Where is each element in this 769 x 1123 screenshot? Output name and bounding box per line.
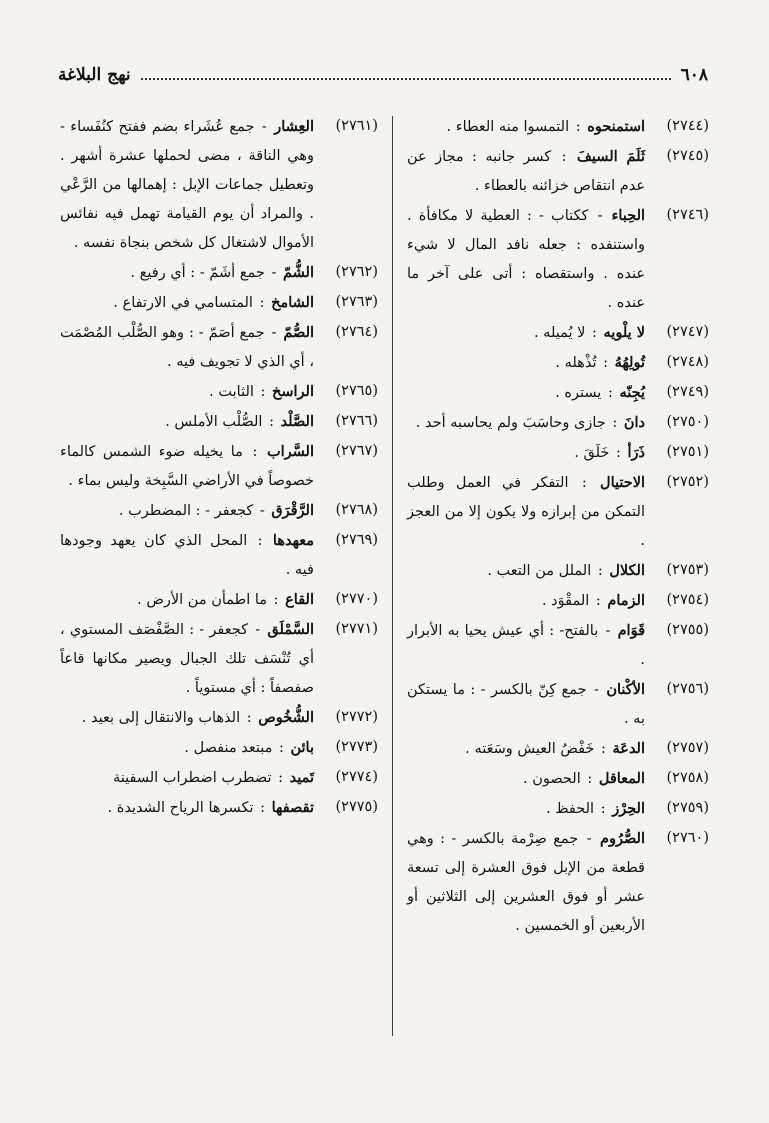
entry-term: الصُّمّ bbox=[283, 324, 315, 341]
entry-term: تُولِهُهُ bbox=[614, 354, 645, 371]
glossary-entry bbox=[60, 585, 378, 615]
entry-separator: - bbox=[259, 503, 265, 519]
glossary-entry bbox=[407, 586, 709, 616]
entry-term: معهدها bbox=[272, 532, 315, 549]
entry-separator: - bbox=[261, 119, 267, 135]
entry-separator: : bbox=[612, 415, 618, 431]
page-header bbox=[58, 60, 708, 90]
entry-term: الكلال bbox=[609, 562, 645, 579]
glossary-entry bbox=[60, 318, 378, 377]
entry-definition: التمسوا منه العطاء . bbox=[446, 119, 570, 135]
glossary-entry bbox=[407, 734, 709, 764]
glossary-entry bbox=[60, 703, 378, 733]
header-dotted-rule bbox=[141, 78, 671, 80]
entry-number: (٢٧٥٣) bbox=[666, 562, 709, 578]
entry-definition: المتسامي في الارتفاع . bbox=[113, 295, 253, 311]
entry-term: القاع bbox=[285, 591, 314, 608]
entry-term: بائن bbox=[290, 739, 314, 756]
entry-term: السَّراب bbox=[266, 443, 314, 460]
entry-definition: لا يُميله . bbox=[533, 325, 586, 341]
entry-separator: : bbox=[269, 414, 274, 430]
entry-term: تقصفها bbox=[271, 799, 314, 816]
entry-number: (٢٧٦٠) bbox=[666, 830, 709, 846]
entry-definition: بالفتح- : أي عيش يحيا به الأبرار . bbox=[407, 623, 645, 668]
entry-number: (٢٧٤٨) bbox=[666, 354, 709, 370]
page-number: ٦٠٨ bbox=[680, 65, 708, 85]
entry-number: (٢٧٤٧) bbox=[666, 324, 709, 340]
entry-definition: ما اطمأن من الأرض . bbox=[137, 592, 268, 608]
entry-term: السَّمْلَق bbox=[267, 621, 315, 638]
entry-separator: - bbox=[597, 208, 603, 224]
entry-term: الصَّلْد bbox=[280, 413, 314, 430]
entry-number: (٢٧٤٦) bbox=[666, 207, 709, 223]
glossary-entry bbox=[407, 824, 709, 941]
entry-number: (٢٧٥٨) bbox=[666, 770, 709, 786]
entry-term: يُجِنّه bbox=[619, 384, 645, 401]
entry-number: (٢٧٥٥) bbox=[666, 622, 709, 638]
entry-number: (٢٧٧٠) bbox=[335, 591, 378, 607]
glossary-entry bbox=[60, 377, 378, 407]
glossary-entry bbox=[60, 615, 378, 703]
entry-number: (٢٧٦٢) bbox=[335, 264, 378, 280]
entry-separator: : bbox=[278, 770, 283, 786]
entry-definition: الصُّلْب الأملس . bbox=[165, 414, 263, 430]
entry-number: (٢٧٥٩) bbox=[666, 800, 709, 816]
entry-definition: المحل الذي كان يعهد وجودها فيه . bbox=[60, 533, 314, 578]
glossary-entry bbox=[60, 496, 378, 526]
right-column bbox=[407, 112, 709, 941]
entry-term: ثَلَمَ السيفَ bbox=[576, 148, 646, 165]
glossary-entry bbox=[407, 556, 709, 586]
glossary-entry bbox=[407, 794, 709, 824]
glossary-entry bbox=[407, 112, 709, 142]
entry-term: الراسخ bbox=[272, 383, 314, 400]
entry-definition: جمع أشَمّ - : أي رفيع . bbox=[130, 265, 265, 281]
entry-number: (٢٧٤٩) bbox=[666, 384, 709, 400]
entry-separator: - bbox=[586, 831, 592, 847]
entry-number: (٢٧٥٦) bbox=[666, 681, 709, 697]
entry-definition: الذهاب والانتقال إلى بعيد . bbox=[81, 710, 241, 726]
entry-number: (٢٧٦٧) bbox=[335, 443, 378, 459]
glossary-entry bbox=[407, 764, 709, 794]
entry-separator: : bbox=[246, 710, 252, 726]
entry-separator: : bbox=[575, 119, 581, 135]
entry-number: (٢٧٧٣) bbox=[335, 739, 378, 755]
entry-number: (٢٧٥٧) bbox=[666, 740, 709, 756]
entry-separator: - bbox=[271, 265, 277, 281]
glossary-entry bbox=[407, 142, 709, 201]
entry-definition: المقْوَد . bbox=[541, 593, 590, 609]
entry-definition: التفكر في العمل وطلب التمكن من إبرازه ولا يكون إلا من العجز . bbox=[407, 475, 645, 549]
entry-definition: جمع عُشَراء بضم ففتح كنُفَساء - وهي الناقة ، مضى لحملها عشرة أشهر . وتعطيل جماعات الإبل : إهمالها من الرَّعْي . والمراد أن يوم القيامة تهمل فيه نفائس الأموال لاشتغال كل شخص بنجاة نفسه . bbox=[60, 119, 314, 251]
entry-definition: كسر جانبه : مجاز عن عدم انتقاص خزائنه بالعطاء . bbox=[407, 149, 645, 194]
entry-number: (٢٧٧١) bbox=[335, 621, 378, 637]
glossary-entry bbox=[407, 408, 709, 438]
entry-definition: كجعفر - : المضطرب . bbox=[118, 503, 254, 519]
glossary-entry bbox=[407, 348, 709, 378]
entry-definition: جمع صِرْمة بالكسر - : وهي قطعة من الإبل فوق العشرة إلى تسعة عشر أو فوق العشرين إلى الثلاثين أو الأربعين أو الخمسين . bbox=[407, 831, 645, 934]
left-column bbox=[60, 112, 378, 823]
glossary-entry bbox=[407, 201, 709, 318]
entry-term: الاحتيال bbox=[600, 474, 645, 491]
entry-definition: ككتاب - : العطية لا مكافأة . واستنفده : جعله نافد المال لا شيء عنده . واستقصاه : أتى على آخر ما عنده . bbox=[407, 208, 645, 311]
glossary-entry bbox=[60, 437, 378, 496]
entry-definition: مبتعد منفصل . bbox=[184, 740, 273, 756]
entry-term: العِشار bbox=[274, 118, 314, 135]
entry-number: (٢٧٦١) bbox=[335, 118, 378, 134]
entry-number: (٢٧٧٢) bbox=[335, 709, 378, 725]
entry-term: الدعَة bbox=[612, 740, 645, 757]
glossary-entry bbox=[60, 526, 378, 585]
entry-separator: : bbox=[597, 563, 603, 579]
entry-separator: : bbox=[616, 445, 621, 461]
entry-separator: : bbox=[603, 355, 608, 371]
entry-separator: : bbox=[257, 533, 263, 549]
entry-separator: : bbox=[592, 325, 597, 341]
entry-number: (٢٧٤٤) bbox=[666, 118, 709, 134]
entry-separator: - bbox=[255, 622, 261, 638]
entry-number: (٢٧٥١) bbox=[666, 444, 709, 460]
entry-separator: : bbox=[259, 295, 265, 311]
entry-definition: ما يخيله ضوء الشمس كالماء خصوصاً في الأراضي السَّبِخة وليس بماء . bbox=[60, 444, 314, 489]
entry-definition: تضطرب اضطراب السفينة bbox=[112, 770, 272, 786]
entry-definition: تُذْهله . bbox=[555, 355, 597, 371]
glossary-entry bbox=[407, 468, 709, 556]
entry-term: الشُّخُوص bbox=[258, 709, 314, 726]
entry-separator: : bbox=[252, 444, 258, 460]
glossary-entry bbox=[60, 112, 378, 258]
entry-separator: : bbox=[278, 740, 284, 756]
entry-number: (٢٧٧٥) bbox=[335, 799, 378, 815]
entry-term: قَوَام bbox=[617, 622, 646, 639]
entry-number: (٢٧٦٥) bbox=[335, 383, 378, 399]
entry-definition: جازى وحاسَبَ ولم يحاسبه أحد . bbox=[415, 415, 606, 431]
entry-number: (٢٧٧٤) bbox=[335, 769, 378, 785]
entry-number: (٢٧٦٩) bbox=[335, 532, 378, 548]
glossary-entry bbox=[60, 288, 378, 318]
entry-separator: : bbox=[581, 475, 587, 491]
glossary-entry bbox=[407, 378, 709, 408]
entry-separator: : bbox=[595, 593, 601, 609]
entry-term: الشامخ bbox=[271, 294, 314, 311]
entry-definition: كجعفر - : الصَّفْصَف المستوي ، أي تُنْسَف تلك الجبال ويصير مكانها قاعاً صفصفاً : أي مستوياً . bbox=[60, 622, 314, 696]
entry-term: الصُّرُوم bbox=[600, 830, 646, 847]
entry-number: (٢٧٥٠) bbox=[666, 414, 709, 430]
entry-separator: : bbox=[607, 385, 613, 401]
entry-term: دانَ bbox=[623, 414, 645, 431]
entry-definition: خَفْضُ العيش وسَعَته . bbox=[465, 741, 595, 757]
entry-term: لا يلْويه bbox=[603, 324, 645, 341]
entry-separator: - bbox=[605, 623, 611, 639]
entry-definition: الملل من التعب . bbox=[487, 563, 592, 579]
entry-separator: : bbox=[260, 384, 266, 400]
entry-term: الزمام bbox=[607, 592, 645, 609]
glossary-entry bbox=[60, 763, 378, 793]
entry-number: (٢٧٥٤) bbox=[666, 592, 709, 608]
entry-number: (٢٧٤٥) bbox=[666, 148, 709, 164]
running-title: نهج البلاغة bbox=[58, 65, 131, 85]
glossary-entry bbox=[60, 407, 378, 437]
entry-separator: : bbox=[601, 741, 606, 757]
entry-number: (٢٧٦٤) bbox=[335, 324, 378, 340]
glossary-entry bbox=[407, 438, 709, 468]
entry-term: تَميد bbox=[289, 769, 314, 786]
glossary-entry bbox=[407, 616, 709, 675]
glossary-entry bbox=[60, 733, 378, 763]
entry-number: (٢٧٦٦) bbox=[335, 413, 378, 429]
entry-definition: تكسرها الرياح الشديدة . bbox=[107, 800, 254, 816]
column-divider bbox=[392, 116, 393, 1036]
entry-number: (٢٧٦٨) bbox=[335, 502, 378, 518]
glossary-entry bbox=[407, 318, 709, 348]
entry-term: استمنحوه bbox=[587, 118, 645, 135]
entry-term: المعاقل bbox=[598, 770, 645, 787]
entry-definition: الحفظ . bbox=[545, 801, 595, 817]
entry-separator: : bbox=[561, 149, 567, 165]
entry-definition: جمع كِنّ بالكسر - : ما يستكن به . bbox=[407, 682, 645, 727]
entry-definition: جمع أصَمّ - : وهو الصُّلْب المُصْمَت ، أي الذي لا تجويف فيه . bbox=[60, 325, 314, 370]
glossary-entry bbox=[407, 675, 709, 734]
entry-term: ذَرَأ bbox=[627, 444, 645, 461]
entry-number: (٢٧٥٢) bbox=[666, 474, 709, 490]
entry-definition: الحصون . bbox=[522, 771, 581, 787]
entry-term: الحِرْز bbox=[612, 800, 645, 817]
entry-term: الحِباء bbox=[611, 207, 646, 224]
entry-term: الشُّمّ bbox=[282, 264, 314, 281]
entry-definition: خَلَقَ . bbox=[574, 445, 610, 461]
entry-separator: : bbox=[587, 771, 593, 787]
entry-separator: : bbox=[600, 801, 606, 817]
entry-term: الأكْنان bbox=[606, 681, 645, 698]
glossary-entry bbox=[60, 258, 378, 288]
entry-term: الرَّقْرَق bbox=[271, 502, 314, 519]
entry-separator: : bbox=[273, 592, 279, 608]
entry-definition: الثابت . bbox=[209, 384, 254, 400]
glossary-entry bbox=[60, 793, 378, 823]
entry-number: (٢٧٦٣) bbox=[335, 294, 378, 310]
entry-separator: : bbox=[260, 800, 265, 816]
entry-separator: - bbox=[271, 325, 277, 341]
entry-separator: - bbox=[594, 682, 599, 698]
entry-definition: يستره . bbox=[555, 385, 602, 401]
